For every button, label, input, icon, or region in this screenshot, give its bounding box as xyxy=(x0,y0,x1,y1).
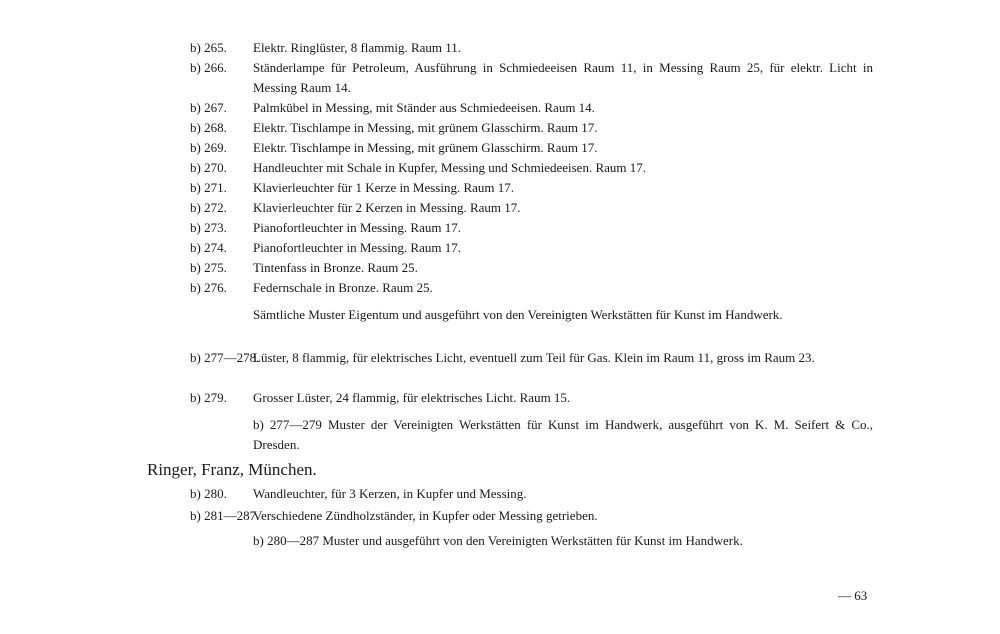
catalog-entry xyxy=(190,484,873,504)
catalog-entry xyxy=(190,348,873,368)
entry-number: b) 274. xyxy=(190,240,227,255)
entry-number: b) 279. xyxy=(190,390,227,405)
catalog-entry xyxy=(190,238,873,258)
catalog-entry xyxy=(190,278,873,298)
entry-text: Wandleuchter, für 3 Kerzen, in Kupfer und Messing. xyxy=(253,486,527,501)
entry-number: b) 271. xyxy=(190,180,227,195)
entry-text: Klavierleuchter für 2 Kerzen in Messing. Raum 17. xyxy=(253,200,521,215)
entry-text: Ständerlampe für Petroleum, Ausführung in Schmiedeeisen Raum 11, in Messing Raum 25, für elektr. Licht in Messing Raum 14. xyxy=(253,60,873,95)
maker-note: Sämtliche Muster Eigentum und ausgeführt von den Vereinigten Werkstätten für Kunst im Handwerk. xyxy=(253,307,783,322)
entry-number: b) 270. xyxy=(190,160,227,175)
catalog-entry xyxy=(190,58,873,98)
catalog-entry xyxy=(190,218,873,238)
entry-number: b) 273. xyxy=(190,220,227,235)
entry-text: Federnschale in Bronze. Raum 25. xyxy=(253,280,433,295)
entry-number: b) 280. xyxy=(190,486,227,501)
entry-number: b) 267. xyxy=(190,100,227,115)
entry-text: Pianofortleuchter in Messing. Raum 17. xyxy=(253,240,461,255)
catalog-entry xyxy=(190,198,873,218)
entry-number: b) 268. xyxy=(190,120,227,135)
entry-text: Tintenfass in Bronze. Raum 25. xyxy=(253,260,418,275)
entry-number: b) 275. xyxy=(190,260,227,275)
entry-text: Elektr. Tischlampe in Messing, mit grünem Glasschirm. Raum 17. xyxy=(253,140,598,155)
maker-note: b) 280—287 Muster und ausgeführt von den Vereinigten Werkstätten für Kunst im Handwerk. xyxy=(253,533,743,548)
catalog-entry xyxy=(190,506,873,526)
entry-text: Pianofortleuchter in Messing. Raum 17. xyxy=(253,220,461,235)
entry-text: Elektr. Tischlampe in Messing, mit grünem Glasschirm. Raum 17. xyxy=(253,120,598,135)
catalog-entry xyxy=(190,258,873,278)
entry-number: b) 276. xyxy=(190,280,227,295)
page-number: — 63 xyxy=(838,588,868,603)
catalog-entry xyxy=(190,158,873,178)
entry-number: b) 269. xyxy=(190,140,227,155)
entry-number: b) 281—287. xyxy=(190,508,260,523)
catalog-entry xyxy=(190,178,873,198)
catalog-entry xyxy=(190,138,873,158)
entry-text: Lüster, 8 flammig, für elektrisches Licht, eventuell zum Teil für Gas. Klein im Raum 11, gross im Raum 23. xyxy=(253,350,815,365)
entry-number: b) 266. xyxy=(190,60,227,75)
entry-text: Handleuchter mit Schale in Kupfer, Messing und Schmiedeeisen. Raum 17. xyxy=(253,160,647,175)
entry-text: Grosser Lüster, 24 flammig, für elektrisches Licht. Raum 15. xyxy=(253,390,571,405)
catalog-entry xyxy=(190,38,873,58)
entry-number: b) 272. xyxy=(190,200,227,215)
entry-number: b) 265. xyxy=(190,40,227,55)
catalog-entry xyxy=(190,98,873,118)
catalog-entry xyxy=(190,388,873,408)
maker-note: b) 277—279 Muster der Vereinigten Werkstätten für Kunst im Handwerk, ausgeführt von K. M. Seifert & Co., Dresden. xyxy=(253,417,873,452)
entry-text: Verschiedene Zündholzständer, in Kupfer oder Messing getrieben. xyxy=(253,508,598,523)
entry-text: Klavierleuchter für 1 Kerze in Messing. Raum 17. xyxy=(253,180,515,195)
exhibitor-heading: Ringer, Franz, München. xyxy=(147,460,317,479)
catalog-entry xyxy=(190,118,873,138)
entry-text: Palmkübel in Messing, mit Ständer aus Schmiedeeisen. Raum 14. xyxy=(253,100,595,115)
entry-text: Elektr. Ringlüster, 8 flammig. Raum 11. xyxy=(253,40,462,55)
entry-number: b) 277—278. xyxy=(190,350,260,365)
